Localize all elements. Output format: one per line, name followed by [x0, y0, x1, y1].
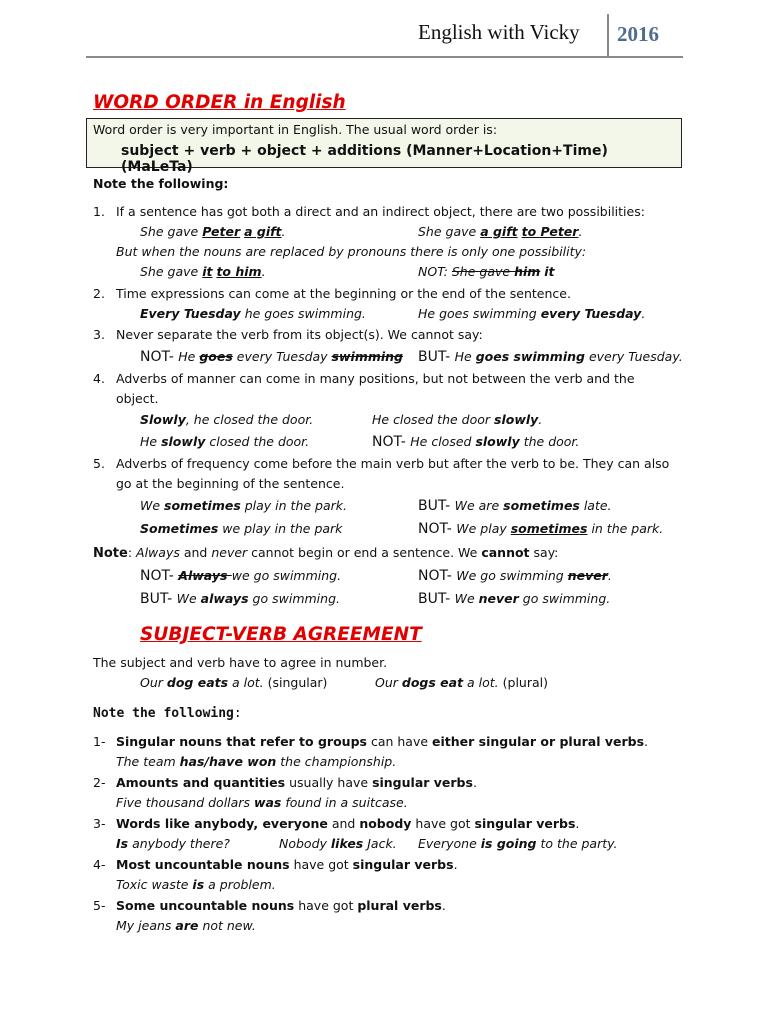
agreement-rule-3: Words like anybody, everyone and nobody have got singular verbs. [116, 816, 580, 831]
item-number: 2- [93, 775, 106, 790]
example: BUT- We are sometimes late. [418, 498, 612, 514]
item-number: 1- [93, 734, 106, 749]
example: We sometimes play in the park. [140, 498, 347, 513]
example: She gave Peter a gift. [140, 224, 286, 239]
example: Sometimes we play in the park [140, 521, 343, 536]
box-line-1: Word order is very important in English. The usual word order is: [93, 122, 498, 137]
note-heading: Note the following: [93, 176, 229, 191]
example: BUT- We never go swimming. [418, 591, 611, 607]
example: He closed the door slowly. [372, 412, 543, 427]
example: He goes swimming every Tuesday. [418, 306, 646, 321]
item-5-text-cont: go at the beginning of the sentence. [116, 476, 345, 491]
item-number: 5- [93, 898, 106, 913]
header-author: English with Vicky [418, 20, 580, 44]
example: Nobody likes Jack. [279, 836, 397, 851]
example: The team has/have won the championship. [116, 754, 397, 769]
item-number: 5. [93, 456, 105, 471]
example: NOT- We play sometimes in the park. [418, 521, 664, 537]
word-order-box [86, 118, 682, 175]
note-heading-2: Note the following: [93, 706, 242, 721]
example: NOT- We go swimming never. [418, 568, 612, 584]
example: My jeans are not new. [116, 918, 256, 933]
example: NOT- He closed slowly the door. [372, 434, 580, 450]
item-5-text: Adverbs of frequency come before the main verb but after the verb to be. They can also [116, 456, 670, 471]
header-year: 2016 [617, 22, 659, 46]
header-rule [86, 56, 683, 58]
section-title-subject-verb: SUBJECT-VERB AGREEMENT [140, 624, 422, 645]
example: Our dog eats a lot. (singular) [140, 675, 328, 690]
item-number: 4- [93, 857, 106, 872]
example: BUT- We always go swimming. [140, 591, 340, 607]
item-2-text: Time expressions can come at the beginning or the end of the sentence. [116, 286, 571, 301]
item-4-text: Adverbs of manner can come in many positions, but not between the verb and the [116, 371, 635, 386]
example: NOT- Always we go swimming. [140, 568, 342, 584]
example: He slowly closed the door. [140, 434, 310, 449]
item-number: 3- [93, 816, 106, 831]
item-1-text: If a sentence has got both a direct and an indirect object, there are two possibilities: [116, 204, 645, 219]
item-number: 2. [93, 286, 105, 301]
item-number: 4. [93, 371, 105, 386]
example: Slowly, he closed the door. [140, 412, 314, 427]
item-number: 3. [93, 327, 105, 342]
example: She gave it to him. [140, 264, 266, 279]
item-1-subtext: But when the nouns are replaced by pronouns there is only one possibility: [116, 244, 587, 259]
example: Five thousand dollars was found in a suitcase. [116, 795, 408, 810]
section-title-word-order: WORD ORDER in English [93, 92, 346, 113]
example: NOT- He goes every Tuesday swimming [140, 349, 404, 365]
note-never-always: Note: Always and never cannot begin or end a sentence. We cannot say: [93, 545, 559, 561]
example: Is anybody there? [116, 836, 230, 851]
example: NOT: She gave him it [418, 264, 555, 279]
example: Our dogs eat a lot. (plural) [375, 675, 548, 690]
box-line-2: subject + verb + object + additions (Manner+Location+Time) (MaLeTa) [121, 143, 608, 175]
subject-verb-intro: The subject and verb have to agree in number. [93, 655, 388, 670]
item-4-text-cont: object. [116, 391, 159, 406]
agreement-rule-2: Amounts and quantities usually have singular verbs. [116, 775, 477, 790]
example: Every Tuesday he goes swimming. [140, 306, 366, 321]
example: Everyone is going to the party. [418, 836, 618, 851]
agreement-rule-4: Most uncountable nouns have got singular verbs. [116, 857, 458, 872]
agreement-rule-5: Some uncountable nouns have got plural verbs. [116, 898, 446, 913]
item-number: 1. [93, 204, 105, 219]
example: She gave a gift to Peter. [418, 224, 583, 239]
header-divider [607, 14, 609, 56]
example: Toxic waste is a problem. [116, 877, 276, 892]
agreement-rule-1: Singular nouns that refer to groups can have either singular or plural verbs. [116, 734, 648, 749]
item-3-text: Never separate the verb from its object(s). We cannot say: [116, 327, 483, 342]
example: BUT- He goes swimming every Tuesday. [418, 349, 683, 365]
